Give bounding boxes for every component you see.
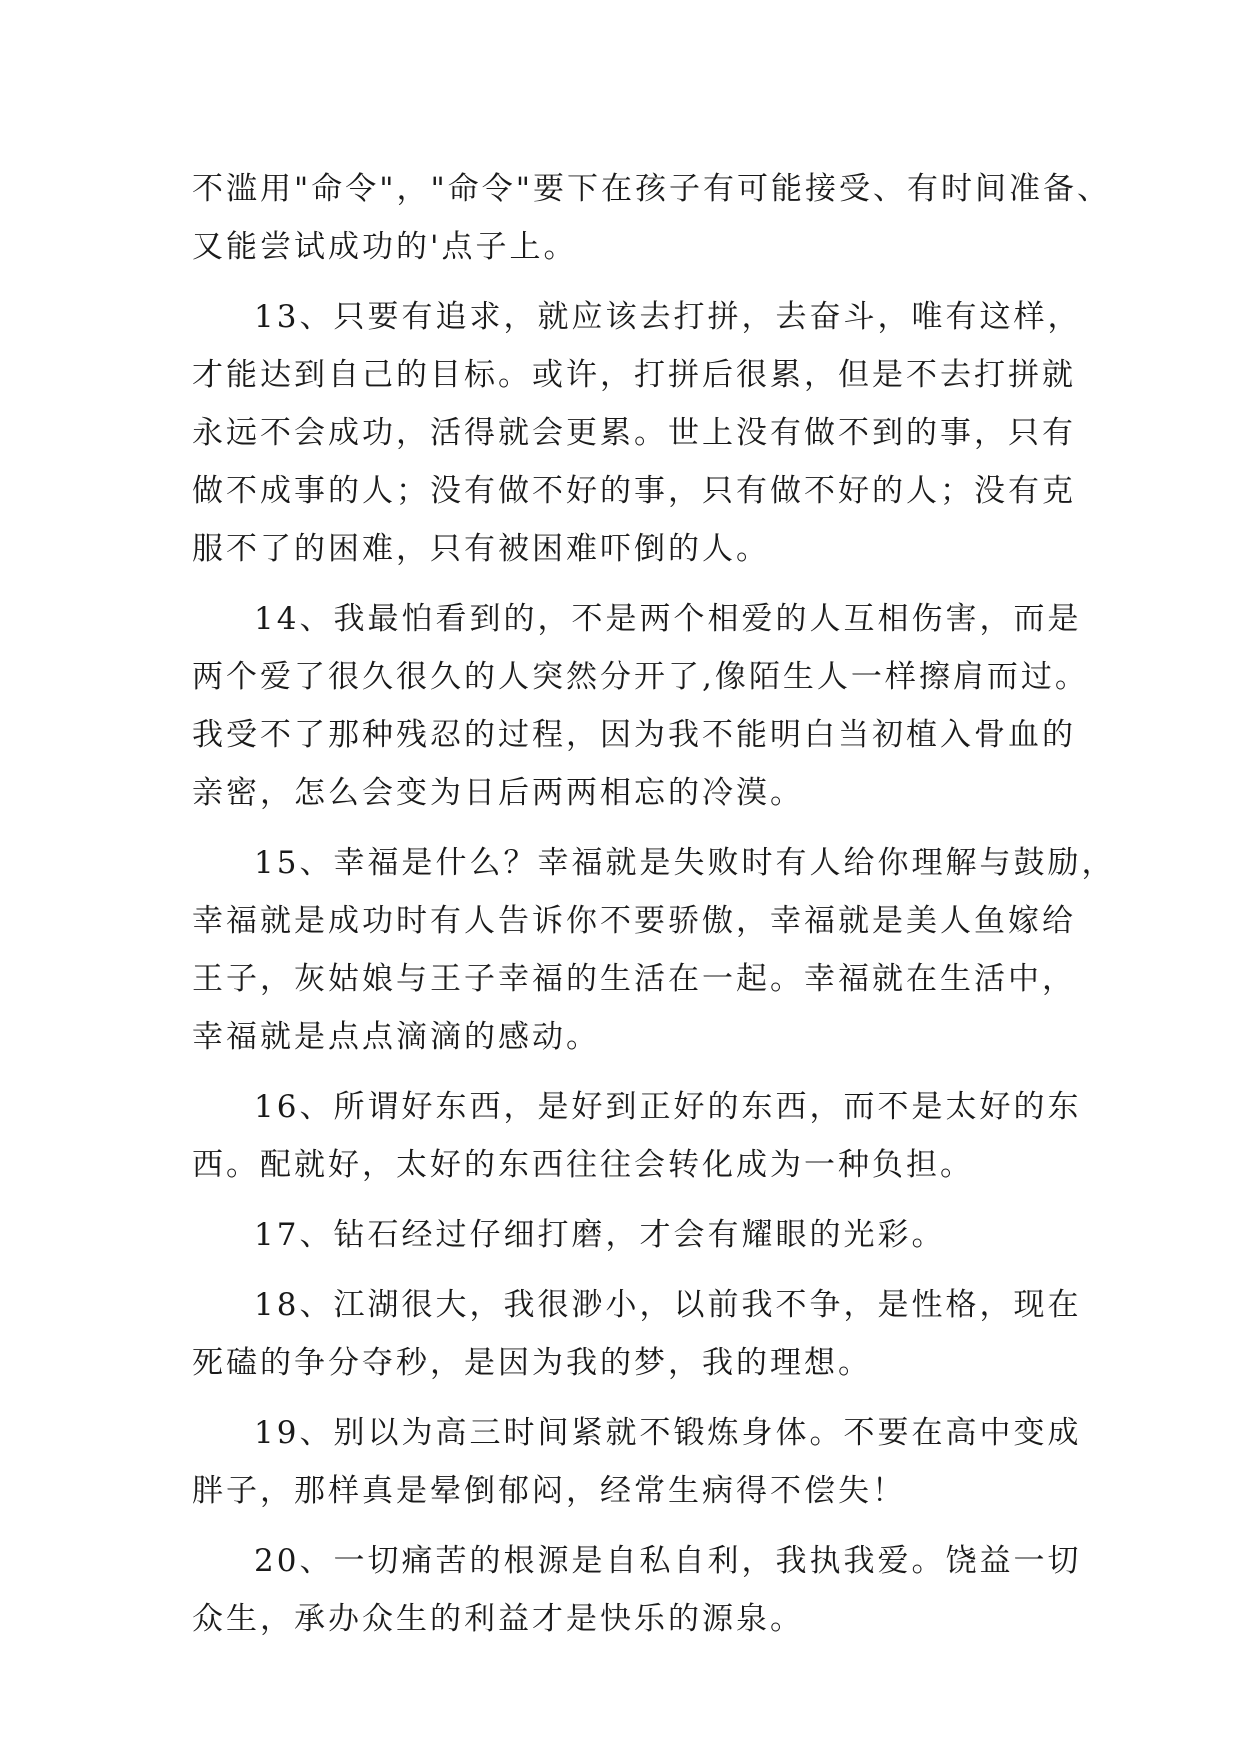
text-line: 亲密，怎么会变为日后两两相忘的冷漠。: [192, 775, 804, 811]
text-line: 胖子，那样真是晕倒郁闷，经常生病得不偿失！: [192, 1473, 906, 1509]
paragraph-intro: [192, 160, 1112, 276]
text-line: 我受不了那种残忍的过程，因为我不能明白当初植入骨血的: [192, 717, 1076, 753]
paragraph-17: [192, 1206, 1062, 1264]
text-line: 做不成事的人；没有做不好的事，只有做不好的人；没有克: [192, 473, 1076, 509]
paragraph-13: [192, 288, 1082, 578]
text-line: 西。配就好，太好的东西往往会转化成为一种负担。: [192, 1147, 974, 1183]
text-line: 又能尝试成功的'点子上。: [192, 229, 578, 265]
text-line: 19、别以为高三时间紧就不锻炼身体。不要在高中变成: [254, 1415, 1082, 1451]
text-line: 永远不会成功，活得就会更累。世上没有做不到的事，只有: [192, 415, 1076, 451]
text-line: 15、幸福是什么？幸福就是失败时有人给你理解与鼓励，: [254, 845, 1116, 881]
paragraph-16: [192, 1078, 1082, 1194]
text-line: 才能达到自己的目标。或许，打拼后很累，但是不去打拼就: [192, 357, 1076, 393]
text-line: 不滥用"命令"，"命令"要下在孩子有可能接受、有时间准备、: [192, 171, 1112, 207]
document-body: [192, 160, 1116, 1648]
text-line: 18、江湖很大，我很渺小，以前我不争，是性格，现在: [254, 1287, 1082, 1323]
paragraph-18: [192, 1276, 1082, 1392]
paragraph-14: [192, 590, 1089, 822]
text-line: 20、一切痛苦的根源是自私自利，我执我爱。饶益一切: [254, 1543, 1082, 1579]
text-line: 王子，灰姑娘与王子幸福的生活在一起。幸福就在生活中，: [192, 961, 1076, 997]
text-line: 众生，承办众生的利益才是快乐的源泉。: [192, 1601, 804, 1637]
text-line: 两个爱了很久很久的人突然分开了,像陌生人一样擦肩而过。: [192, 659, 1089, 695]
text-line: 14、我最怕看到的，不是两个相爱的人互相伤害，而是: [254, 601, 1082, 637]
text-line: 幸福就是成功时有人告诉你不要骄傲，幸福就是美人鱼嫁给: [192, 903, 1076, 939]
paragraph-15: [192, 834, 1116, 1066]
paragraph-19: [192, 1404, 1082, 1520]
text-line: 17、钻石经过仔细打磨，才会有耀眼的光彩。: [254, 1217, 946, 1253]
text-line: 幸福就是点点滴滴的感动。: [192, 1019, 600, 1055]
text-line: 16、所谓好东西，是好到正好的东西，而不是太好的东: [254, 1089, 1082, 1125]
text-line: 服不了的困难，只有被困难吓倒的人。: [192, 531, 770, 567]
text-line: 死磕的争分夺秒，是因为我的梦，我的理想。: [192, 1345, 872, 1381]
text-line: 13、只要有追求，就应该去打拼，去奋斗，唯有这样，: [254, 299, 1082, 335]
paragraph-20: [192, 1532, 1082, 1648]
